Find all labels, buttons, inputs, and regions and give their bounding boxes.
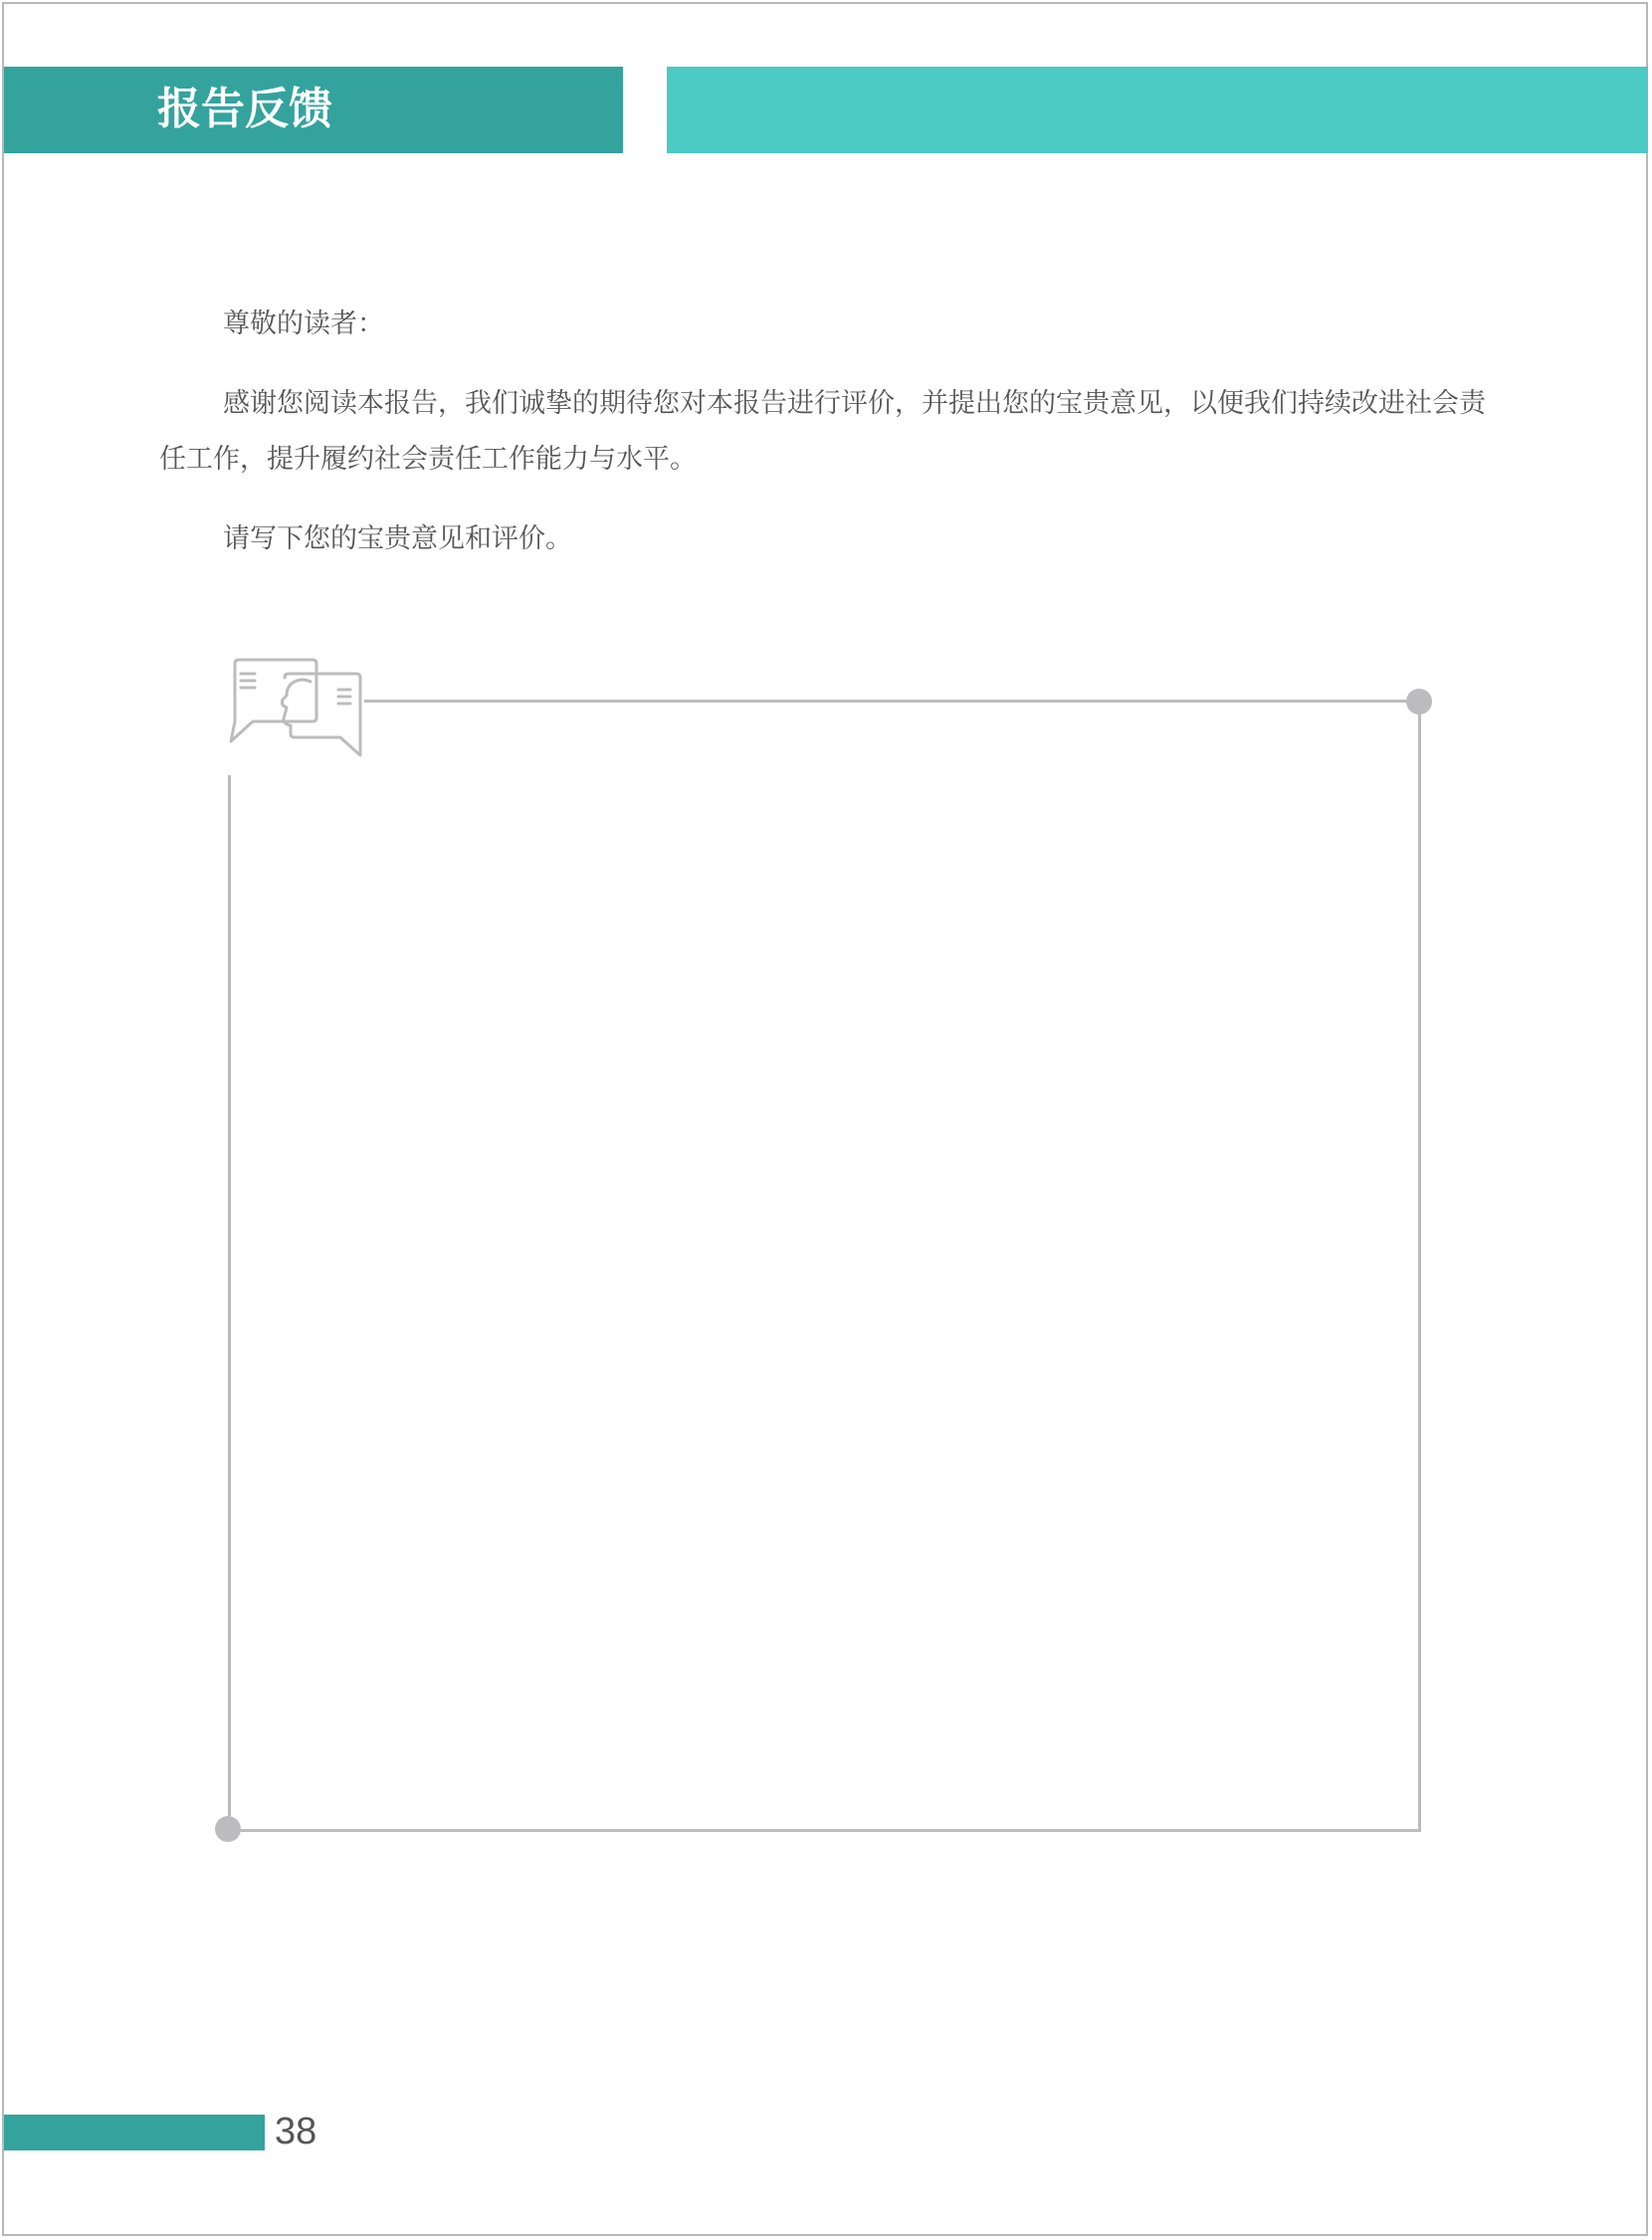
- corner-dot-bottom-left: [215, 1816, 241, 1842]
- intro-paragraph: 感谢您阅读本报告，我们诚挚的期待您对本报告进行评价，并提出您的宝贵意见，以便我们持续改进社会责任工作，提升履约社会责任工作能力与水平。: [159, 388, 1486, 475]
- chat-bubbles-icon: [225, 656, 364, 775]
- greeting: 尊敬的读者：: [223, 308, 384, 339]
- feedback-writing-area[interactable]: [228, 700, 1421, 1832]
- page-title: 报告反馈: [157, 84, 332, 134]
- footer-bar: [4, 2115, 265, 2150]
- feedback-prompt: 请写下您的宝贵意见和评价。: [223, 523, 572, 554]
- page-number: 38: [275, 2111, 317, 2152]
- header-band-light: [667, 67, 1648, 153]
- body-text: [159, 297, 1493, 567]
- corner-dot-top-right: [1406, 689, 1432, 714]
